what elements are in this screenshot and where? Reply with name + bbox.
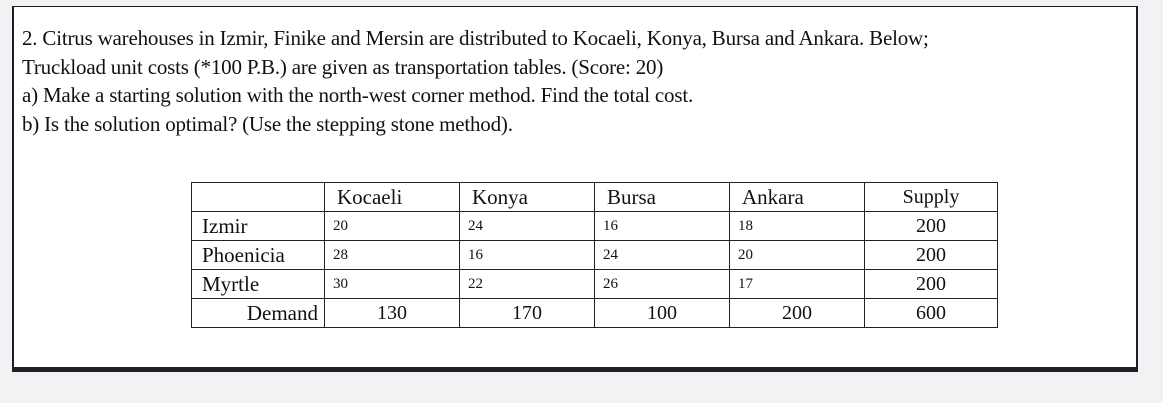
supply-cell: 200	[865, 212, 998, 241]
column-header: Ankara	[730, 183, 865, 212]
table-row	[192, 212, 998, 241]
row-label: Myrtle	[192, 270, 325, 299]
demand-label: Demand	[192, 299, 325, 328]
cost-cell: 18	[730, 212, 865, 241]
cost-cell: 30	[325, 270, 460, 299]
cost-cell: 20	[730, 241, 865, 270]
column-header: Supply	[865, 183, 998, 212]
supply-cell: 200	[865, 270, 998, 299]
table-header-row	[192, 183, 998, 212]
cost-cell: 24	[460, 212, 595, 241]
demand-cell: 100	[595, 299, 730, 328]
demand-cell: 170	[460, 299, 595, 328]
question-card	[12, 6, 1138, 372]
cost-cell: 22	[460, 270, 595, 299]
cost-cell: 17	[730, 270, 865, 299]
supply-cell: 200	[865, 241, 998, 270]
demand-cell: 200	[730, 299, 865, 328]
demand-row	[192, 299, 998, 328]
cost-cell: 20	[325, 212, 460, 241]
question-line: Truckload unit costs (*100 P.B.) are given as transportation tables. (Score: 20)	[22, 54, 664, 79]
cost-cell: 24	[595, 241, 730, 270]
cost-cell: 26	[595, 270, 730, 299]
question-line: a) Make a starting solution with the north-west corner method. Find the total cost.	[22, 83, 694, 107]
cost-cell: 16	[595, 212, 730, 241]
cost-cell: 28	[325, 241, 460, 270]
column-header: Kocaeli	[325, 183, 460, 212]
question-line: 2. Citrus warehouses in Izmir, Finike and Mersin are distributed to Kocaeli, Konya, Bursa and Ankara. Below;	[22, 26, 929, 50]
question-text	[22, 24, 929, 138]
row-label: Izmir	[192, 212, 325, 241]
total-cell: 600	[865, 299, 998, 328]
table-row	[192, 241, 998, 270]
column-header: Bursa	[595, 183, 730, 212]
cost-cell: 16	[460, 241, 595, 270]
question-line: b) Is the solution optimal? (Use the stepping stone method).	[22, 111, 513, 136]
table-row	[192, 270, 998, 299]
transportation-table	[191, 182, 998, 328]
demand-cell: 130	[325, 299, 460, 328]
corner-cell	[192, 183, 325, 212]
column-header: Konya	[460, 183, 595, 212]
row-label: Phoenicia	[192, 241, 325, 270]
